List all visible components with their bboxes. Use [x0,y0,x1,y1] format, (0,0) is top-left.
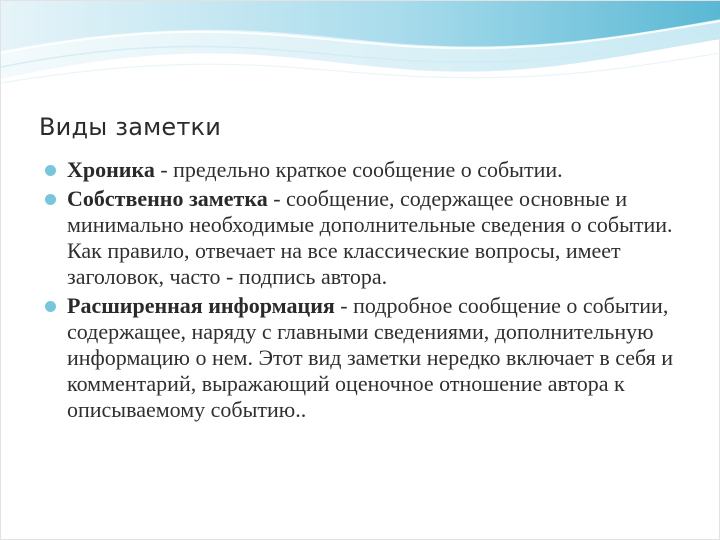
bullet-dot [45,301,56,312]
list-item [45,186,695,290]
item-term: Хроника [67,157,155,182]
list-item [45,293,695,423]
item-text: - подробное сообщение о событии, содержащее, наряду с главными сведениями, дополнительную информацию о нем. Этот вид заметки нередко включает в себя и комментарий, выражающий оценочное отношение автора к описываемому событию.. [67,293,674,422]
bullet-list [45,157,695,426]
item-term: Собственно заметка [67,186,268,211]
bullet-dot [45,194,56,205]
wave-decoration [1,1,720,96]
slide-title: Виды заметки [39,113,222,141]
item-term: Расширенная информация [67,293,335,318]
item-text: - предельно краткое сообщение о событии. [154,157,563,182]
list-item [45,157,695,183]
item-text: - сообщение, содержащее основные и минимально необходимые дополнительные сведения о событии. Как правило, отвечает на все классические вопросы, имеет заголовок, часто - подпись автора. [67,186,673,289]
bullet-dot [45,165,56,176]
